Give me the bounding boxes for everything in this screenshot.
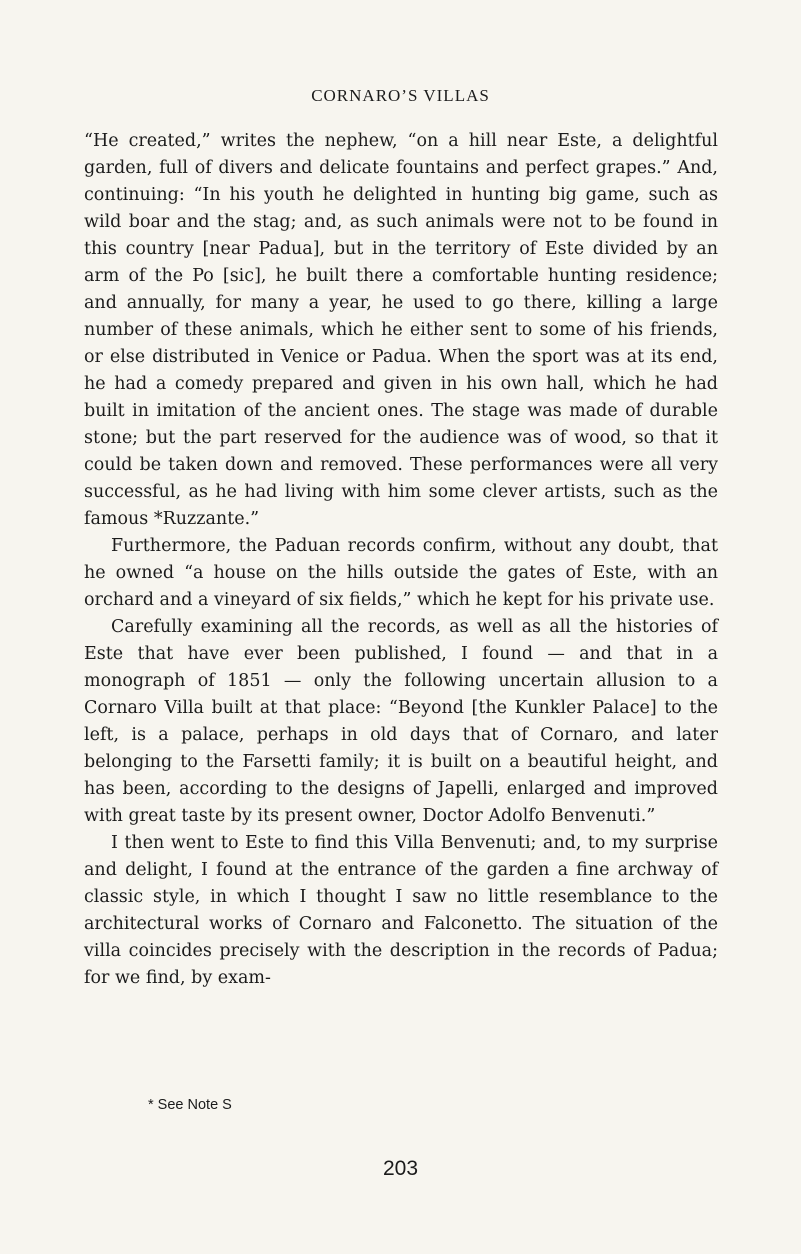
- page-number: 203: [382, 1157, 419, 1180]
- paragraph-2: Furthermore, the Paduan records confirm, without any doubt, that he owned “a house on the hills outside the gates of Este, with an orchard and a vineyard of six fields,” which he kept for his private use.: [84, 536, 718, 610]
- running-head: CORNARO’S VILLAS: [311, 86, 490, 105]
- footnote: * See Note S: [148, 1097, 232, 1113]
- paragraph-3: Carefully examining all the records, as well as all the histories of Este that have ever been published, I found — and that in a monograph of 1851 — only the following uncertain allusion to a Cornaro Villa built at that place: “Beyond [the Kunkler Palace] to the left, is a palace, perhaps in old days that of Cornaro, and later belonging to the Farsetti family; it is built on a beautiful height, and has been, according to the designs of Japelli, enlarged and improved with great taste by its present owner, Doctor Adolfo Benvenuti.”: [84, 617, 718, 826]
- paragraph-4: I then went to Este to find this Villa Benvenuti; and, to my surprise and delight, I found at the entrance of the garden a fine archway of classic style, in which I thought I saw no little resemblance to the architectural works of Cornaro and Falconetto. The situation of the villa coincides precisely with the description in the records of Padua; for we find, by exam-: [84, 833, 718, 988]
- paragraph-1: “He created,” writes the nephew, “on a hill near Este, a delightful garden, full of divers and delicate fountains and perfect grapes.” And, continuing: “In his youth he delighted in hunting big game, such as wild boar and the stag; and, as such animals were not to be found in this country [near Padua], but in the territory of Este divided by an arm of the Po [sic], he built there a comfortable hunting residence; and annually, for many a year, he used to go there, killing a large number of these animals, which he either sent to some of his friends, or else distributed in Venice or Padua. When the sport was at its end, he had a comedy prepared and given in his own hall, which he had built in imitation of the ancient ones. The stage was made of durable stone; but the part reserved for the audience was of wood, so that it could be taken down and removed. These performances were all very successful, as he had living with him some clever artists, such as the famous *Ruzzante.”: [84, 131, 718, 529]
- body-text: [84, 128, 718, 992]
